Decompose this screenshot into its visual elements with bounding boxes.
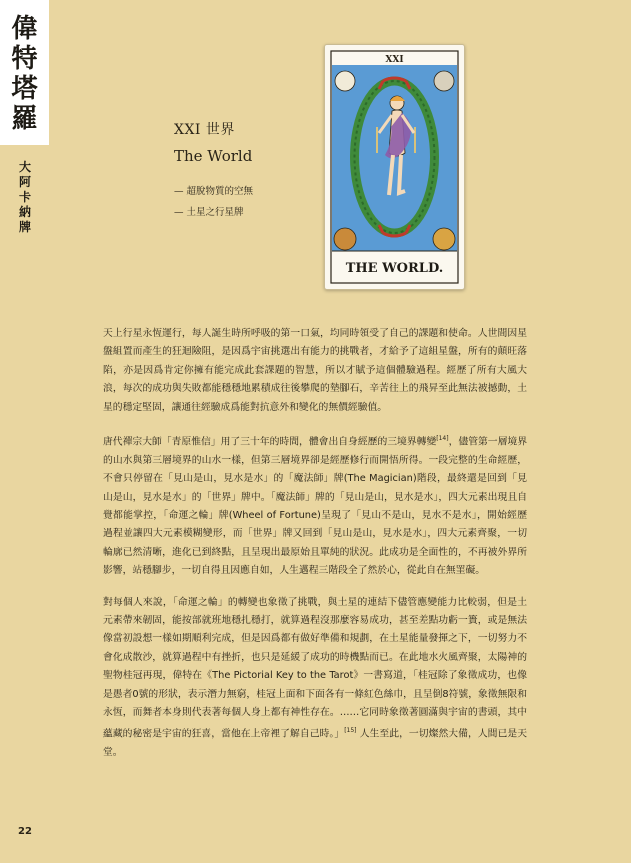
paragraph-1 (103, 325, 527, 417)
card-english-title: The World (174, 147, 253, 165)
eagle-figure (434, 71, 454, 91)
chapter-title-char: 塔 (11, 74, 38, 104)
card-number-title: XXI 世界 (174, 122, 235, 138)
footnote-ref-14: [14] (436, 435, 449, 443)
section-subtitle-char: 卡 (18, 190, 31, 204)
section-subtitle-char: 納 (18, 205, 31, 219)
paragraph-2-text-b: ，儘管第一層境界的山水與第三層境界的山水一樣，但第三層境界卻是經歷修行而開悟所得。一段完整的生命經歷，不會只停留在「見山是山，見水是水」的「魔法師」牌(The Magician)階段，最終還是回到「見山是山，見水是水」的「世界」牌中。「魔法師」牌的「見山是山，見水是水」，四大元素出現且自覺都能掌控，「命運之輪」牌(Wheel of Fortune)呈現了「見山不是山，見水不是水」，開始經歷過程並讓四大元素模糊變形，而「世界」牌又回到「見山是山，見水是水」，四大元素齊聚，一切輪廓已然清晰，進化已到終點，且呈現出最原始且單純的狀況。此成功是全面性的，不再被外界所影響，站穩腳步，一切自得且因應自如，人生邁程三階段全了然於心，從此自在無罣礙。 (103, 436, 528, 577)
section-subtitle (15, 160, 35, 235)
card-notes (174, 181, 253, 223)
footnote-ref-15: [15] (344, 727, 357, 735)
body-text (103, 325, 527, 775)
card-numeral: XXI (385, 55, 404, 65)
card-heading (174, 121, 253, 223)
section-subtitle-char: 牌 (18, 220, 31, 234)
angel-figure (335, 71, 355, 91)
lion-figure (433, 228, 455, 250)
tarot-card-image (324, 44, 465, 290)
paragraph-1-text: 天上行星永恆運行，每人誕生時所呼吸的第一口氣，均同時領受了自己的課題和使命。人世間因星盤組置而產生的狂迴險阻，是因爲宇宙挑選出有能力的挑戰者，才給予了這組星盤，所有的顛旺落陷，亦是因爲肯定你擁有能完成此套課題的智慧，所以才賦予這個體驗過程。經歷了所有大風大浪，每次的成功與失敗都能穩穩地累積成往後攀爬的墊腳石，辛苦往上的飛昇至此無法被撼動，土星的穩定堅固，讓通往經驗成爲能對抗意外和變化的無價經驗值。 (103, 328, 527, 413)
chapter-title-tab (0, 0, 49, 145)
card-title-label: THE WORLD. (345, 261, 444, 276)
chapter-title-char: 特 (11, 44, 38, 74)
chapter-title-char: 偉 (11, 14, 38, 44)
bull-figure (334, 228, 356, 250)
section-subtitle-char: 大 (18, 160, 31, 174)
card-note: — 超脫物質的空無 (174, 181, 253, 202)
paragraph-3 (103, 594, 527, 763)
paragraph-3-text-b: 人生至此，一切燦然大備，人間已是天堂。 (103, 728, 527, 759)
chapter-title-char: 羅 (11, 104, 38, 134)
paragraph-2 (103, 430, 527, 581)
section-subtitle-char: 阿 (18, 175, 31, 189)
paragraph-2-text-a: 唐代禪宗大師「青原惟信」用了三十年的時間，體會出自身經歷的三境界轉變 (103, 436, 437, 448)
page-number: 22 (18, 826, 32, 837)
card-note: — 土星之行星牌 (174, 202, 253, 223)
paragraph-3-text-a: 對每個人來說，「命運之輪」的轉變也象徵了挑戰，與土星的連結下儘管應變能力比較弱，但是土元素帶來韌固，能按部就班地穩扎穩打，就算過程沒那麼容易成功，甚至差點功虧一簣，或是無法像當初設想一樣如期順利完成，但是因爲都有做好準備和規劃，在土星能量發揮之下，一切努力不會化成散沙，就算過程中有挫折，也只是延緩了成功的時機點而已。在此地水火風齊聚，太陽神的聖物桂冠再現，偉特在《The Pictorial Key to the Tarot》一書寫道，「桂冠除了象徵成功，也像是愚者0號的形狀，表示潛力無窮，桂冠上面和下面各有一條紅色絲巾，且呈倒8符號，象徵無限和永恆，而舞者本身則代表著每個人身上都有神性存在。……它同時象徵著圓滿與宇宙的書頭，其中蘊藏的秘密是宇宙的狂喜，當他在上帝裡了解自己時。」 (103, 596, 527, 740)
tarot-card-illustration (325, 45, 464, 289)
